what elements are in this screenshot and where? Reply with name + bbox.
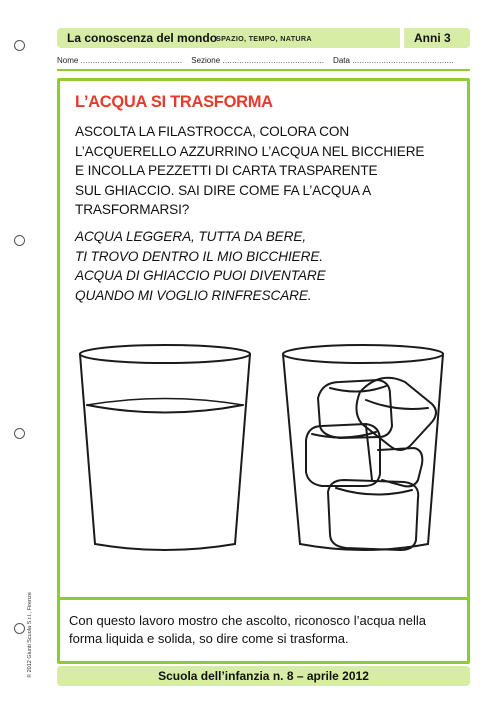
header-subtopic: SPAZIO, TEMPO, NATURA (216, 34, 312, 43)
header-grade: Anni 3 (414, 31, 451, 45)
instruction-line: TRASFORMARSI? (75, 202, 190, 217)
header-divider (400, 28, 404, 48)
instruction-line: L’ACQUERELLO AZZURRINO L’ACQUA NEL BICCHIERE (75, 143, 425, 159)
copyright-notice: © 2012 Giunti Scuola S.r.l., Firenze (27, 592, 33, 678)
rhyme (75, 227, 460, 305)
instruction-line: ASCOLTA LA FILASTROCCA, COLORA CON (75, 124, 350, 139)
rhyme-line: TI TROVO DENTRO IL MIO BICCHIERE. (75, 248, 323, 264)
worksheet-title: L’ACQUA SI TRASFORMA (75, 93, 273, 111)
rhyme-line: QUANDO MI VOGLIO RINFRESCARE. (75, 287, 312, 303)
instruction-line: SUL GHIACCIO. SAI DIRE COME FA L’ACQUA A (75, 182, 372, 198)
ice-glass[interactable] (283, 345, 443, 550)
binder-hole-middle-upper (14, 235, 25, 246)
binder-hole-middle-lower (14, 428, 25, 439)
instruction-line: E INCOLLA PEZZETTI DI CARTA TRASPARENTE (75, 163, 378, 178)
header-rule (57, 69, 470, 71)
water-glass[interactable] (80, 345, 250, 550)
water-surface (87, 405, 243, 413)
date-label: Data (333, 56, 350, 65)
date-field[interactable]: .......................................... (352, 56, 454, 65)
section-label: Sezione (191, 56, 221, 65)
instructions (75, 122, 460, 220)
statement-separator (57, 597, 470, 600)
learning-statement: Con questo lavoro mostro che ascolto, riconosco l’acqua nella forma liquida e solida, so dire come si trasforma. (69, 613, 426, 646)
name-field[interactable]: .......................................... (80, 56, 183, 65)
binder-hole-bottom (14, 623, 25, 634)
rhyme-line: ACQUA DI GHIACCIO PUOI DIVENTARE (75, 268, 326, 283)
section-field[interactable]: .......................................... (222, 56, 325, 65)
rhyme-line: ACQUA LEGGERA, TUTTA DA BERE, (75, 229, 307, 244)
footer-publication: Scuola dell’infanzia n. 8 – aprile 2012 (158, 669, 369, 683)
header-topic: La conoscenza del mondo (67, 31, 218, 45)
binder-hole-top (14, 40, 25, 51)
name-label: Nome (57, 56, 79, 65)
student-fields (57, 56, 470, 68)
glasses-illustration (60, 330, 465, 560)
